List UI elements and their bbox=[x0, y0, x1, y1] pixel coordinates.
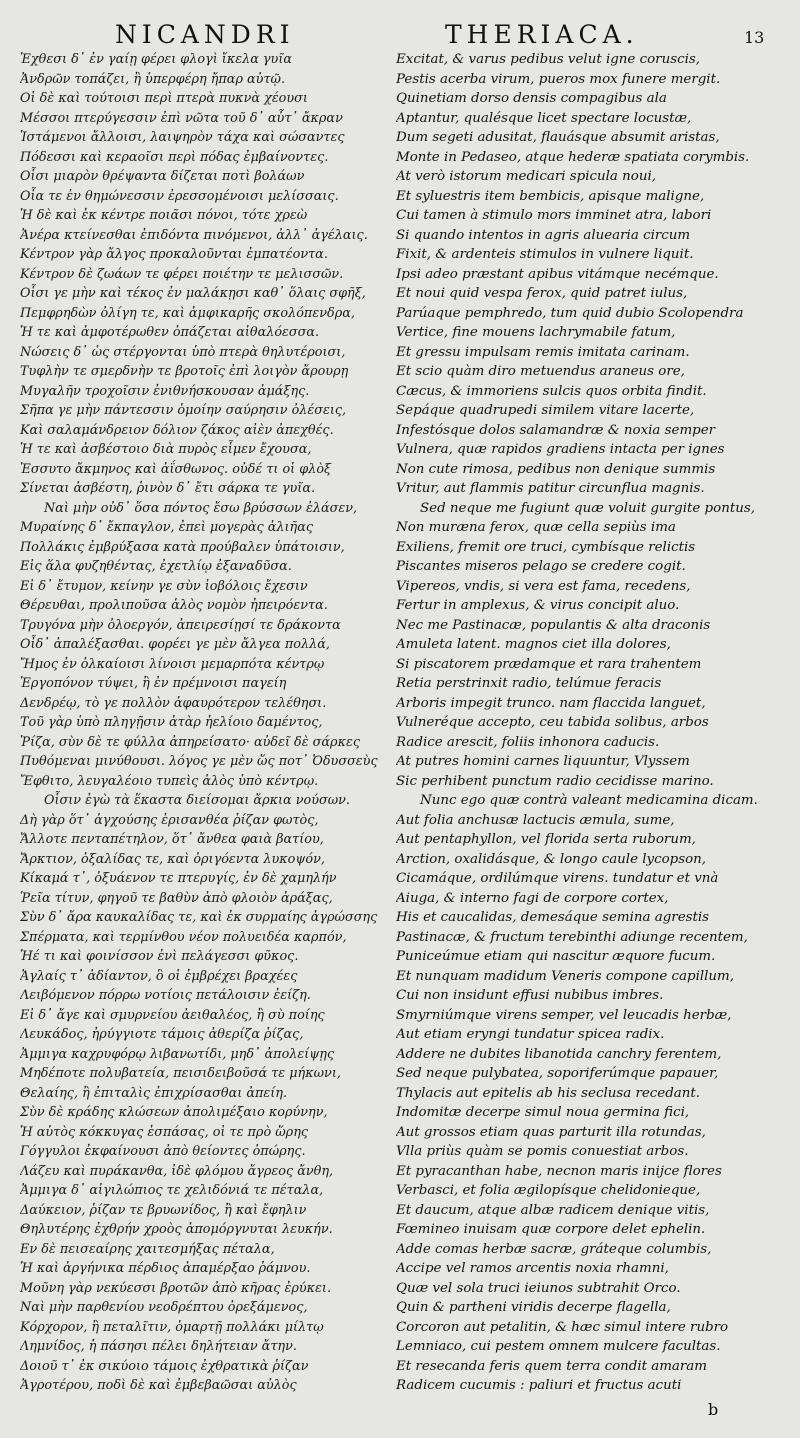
text-line: Οἷσιν ἐγὼ τὰ ἕκαστα διείσομαι ἄρκια νούσων. bbox=[44, 793, 350, 808]
text-line: Sic perhibent punctum radio cecidisse marino. bbox=[396, 773, 714, 789]
text-line: Non muræna ferox, quæ cella sepiùs ima bbox=[396, 520, 676, 535]
text-line: Ἀγροτέρου, ποδὶ δὲ καὶ ἐμβεβαῶσαι αὐλὸς bbox=[20, 1378, 297, 1393]
text-line: Aut pentaphyllon, vel florida serta ruborum, bbox=[396, 832, 696, 847]
text-line: Et nunquam madidum Veneris compone capillum, bbox=[396, 968, 735, 984]
text-line: Δὴ γὰρ ὅτ᾽ ἀγχούσης ἐρισανθέα ῥίζαν φωτὸς, bbox=[20, 812, 319, 828]
text-line: Ἠέ τι καὶ φοινίσσον ἐνὶ πελάγεσσι φῦκος. bbox=[20, 949, 299, 964]
text-line: Quæ vel sola truci ieiunos subtrahit Orco. bbox=[396, 1280, 681, 1296]
text-line: Et resecanda feris quem terra condit amaram bbox=[396, 1358, 707, 1374]
text-line: Nec me Pastinacæ, populantis & alta draconis bbox=[396, 617, 711, 633]
text-line: Radicem cucumis : paliuri et fructus acuti bbox=[396, 1378, 682, 1393]
text-line: Amuleta latent. magnos ciet illa dolores, bbox=[396, 637, 671, 652]
text-line: Τρυγόνα μὴν ὀλοεργόν, ἀπειρεσίῃσί τε δράκοντα bbox=[20, 617, 341, 633]
text-line: Radice arescit, foliis inhonora caducis. bbox=[396, 734, 660, 750]
text-line: Ῥίζα, σὺν δὲ τε φύλλα ἀπηρείσατο· αὐδεῖ δὲ σάρκες bbox=[20, 734, 360, 750]
text-line: Cui tamen à stimulo mors imminet atra, labori bbox=[396, 208, 712, 223]
text-line: Cicamáque, ordilúmque virens. tundatur et vnà bbox=[396, 871, 719, 886]
text-line: Οἶδ᾽ ἀπαλέξασθαι. φορέει γε μὲν ἄλγεα πολλά, bbox=[20, 637, 330, 652]
text-line: Sepáque quadrupedi similem vitare lacerte, bbox=[396, 403, 695, 418]
text-line: Quinetiam dorso densis compagibus ala bbox=[396, 91, 667, 106]
latin-translation-column bbox=[396, 50, 796, 1396]
text-line: Κέντρον γὰρ ἄλγος προκαλοῦνται ἐμπατέοντα. bbox=[20, 247, 328, 262]
text-line: Et noui quid vespa ferox, quid patret iulus, bbox=[396, 286, 688, 301]
text-line: Ἀγλαίς τ᾽ ἀδίαντον, ὃ οἱ ἐμβρέχει βραχέες bbox=[20, 968, 298, 984]
text-line: Μυραίνης δ᾽ ἔκπαγλον, ἐπεὶ μογερὰς ἁλιῆας bbox=[20, 520, 314, 535]
text-line: Νώσεις δ᾽ ὡς στέργονται ὑπὸ πτερὰ θηλυτέροισι, bbox=[20, 344, 346, 360]
text-line: Ῥεῖα τίτυν, φηγοῦ τε βαθὺν ἀπὸ φλοιὸν ἀράξας, bbox=[20, 890, 333, 906]
text-line: Γόγγυλοι ἐκφαίνουσι ἀπὸ θείοντες ὀπώρης. bbox=[20, 1144, 306, 1159]
text-line: Et pyracanthan habe, necnon maris inijce flores bbox=[396, 1163, 722, 1179]
text-line: Lemniaco, cui pestem omnem mulcere facultas. bbox=[396, 1339, 721, 1354]
text-line: Ἀμμιγα καχρυφόρῳ λιβανωτίδι, μηδ᾽ ἀπολείψῃς bbox=[20, 1046, 335, 1062]
text-line: Σίνεται ἀσβέστη, ῥινὸν δ᾽ ἔτι σάρκα τε γυῖα. bbox=[20, 481, 316, 496]
text-line: Excitat, & varus pedibus velut igne coruscis, bbox=[396, 52, 700, 67]
text-line: Ἡ αὐτὸς κόκκυγας ἐσπάσας, οἱ τε πρὸ ὥρης bbox=[20, 1124, 309, 1140]
text-line: Verbasci, et folia ægilopísque chelidonieque, bbox=[396, 1183, 701, 1198]
running-header bbox=[0, 14, 800, 54]
text-line: Οἷσι γε μὴν καὶ τέκος ἐν μαλάκῃσι καθ᾽ ὅλαις σφῆξ, bbox=[20, 286, 366, 301]
text-line: Non cute rimosa, pedibus non denique summis bbox=[396, 461, 716, 477]
text-line: Corcoron aut petalitin, & hæc simul intere rubro bbox=[396, 1319, 729, 1335]
text-line: Aut etiam eryngi tundatur spicea radix. bbox=[396, 1027, 665, 1042]
text-line: Εἰς ἅλα φυζηθέντας, ἐχετλίῳ ἐξαναδῦσα. bbox=[20, 559, 292, 574]
text-line: Δοιοῦ τ᾽ ἐκ σικύοιο τάμοις ἐχθρατικὰ ῥίζαν bbox=[20, 1358, 309, 1374]
text-line: Σὺν δ᾽ ἄρα καυκαλίδας τε, καὶ ἐκ συρμαίης ἀγρώσσης bbox=[20, 910, 378, 925]
text-line: Δενδρέῳ, τὸ γε πολλὸν ἀφαυρότερον τελέθησι. bbox=[20, 695, 327, 711]
text-line: Thylacis aut epitelis ab his seclusa recedant. bbox=[396, 1085, 701, 1101]
text-line: Λειβόμενον πόρρω νοτίοις πετάλοισιν ἐείζη. bbox=[20, 988, 311, 1003]
text-line: Ἀνέρα κτείνεσθαι ἐπιδόντα πινόμενοι, ἀλλ᾽ ἀγέλαις. bbox=[20, 227, 368, 243]
text-line: Sed neque pulybatea, soporiferúmque papauer, bbox=[396, 1066, 719, 1081]
text-line: Καὶ σαλαμάνδρειον δόλιον ζάκος αἰὲν ἀπεχθές. bbox=[20, 422, 334, 438]
text-line: Εἰ δ᾽ ἄγε καὶ σμυρνείου ἀειθαλέος, ἢ σὺ ποίης bbox=[20, 1007, 325, 1023]
text-line: Ναὶ μὴν οὐδ᾽ ὅσα πόντος ἔσω βρύσσων ἐλάσεν, bbox=[44, 500, 358, 516]
text-line: Ἐχθεσι δ᾽ ἐν γαίῃ φέρει φλογὶ ἴκελα γυῖα bbox=[20, 52, 292, 67]
text-line: Aptantur, qualésque licet spectare locustæ, bbox=[396, 110, 692, 126]
text-line: Aiuga, & interno fagi de corpore cortex, bbox=[396, 890, 669, 906]
text-line: Retia perstrinxit radio, telúmue feracis bbox=[396, 676, 662, 691]
text-line: Ipsi adeo præstant apibus vitámque necémque. bbox=[396, 266, 719, 282]
text-line: Πολλάκις ἐμβρύξασα κατὰ προύβαλεν ὑπάτοισιν, bbox=[20, 539, 345, 555]
text-line: Vlla priùs quàm se pomis conuestiat arbos. bbox=[396, 1144, 689, 1159]
text-line: Fertur in amplexus, & virus concipit aluo. bbox=[396, 598, 680, 613]
text-line: Πεμφρηδὼν ὀλίγη τε, καὶ ἀμφικαρῆς σκολόπενδρα, bbox=[20, 305, 355, 321]
text-line: Vipereos, vndis, si vera est fama, recedens, bbox=[396, 578, 691, 594]
text-line: Σῆπα γε μὴν πάντεσσιν ὁμοίην σαύρησιν ὀλέσεις, bbox=[20, 403, 347, 418]
text-line: Addere ne dubites libanotida canchry ferentem, bbox=[396, 1046, 722, 1062]
text-line: Infestósque dolos salamandræ & noxia semper bbox=[396, 422, 716, 438]
text-line: Si piscatorem prædamque et rara trahentem bbox=[396, 656, 702, 672]
text-line: Τοῦ γὰρ ὑπὸ πληγῇσιν ἀτὰρ ἠελίοιο δαμέντος, bbox=[20, 715, 323, 730]
text-line: Cui non insidunt effusi nubibus imbres. bbox=[396, 988, 664, 1003]
text-line: Vritur, aut flammis patitur circunflua magnis. bbox=[396, 481, 705, 496]
text-line: Δαύκειον, ῥίζαν τε βρυωνίδος, ἢ καὶ ἔφηλιν bbox=[20, 1202, 307, 1218]
text-line: At putres homini carnes liquuntur, Vlyssem bbox=[396, 754, 690, 769]
text-line: Sed neque me fugiunt quæ voluit gurgite pontus, bbox=[420, 500, 755, 516]
text-line: Ναὶ μὴν παρθενίου νεοδρέπτου ὀρεξάμενος, bbox=[20, 1300, 308, 1315]
text-line: Ἡ τε καὶ ἀσβέστοιο διὰ πυρὸς εἶμεν ἔχουσα, bbox=[20, 442, 312, 457]
text-line: Vulnera, quæ rapidos gradiens intacta per ignes bbox=[396, 442, 725, 457]
text-line: Puniceúmue etiam qui nascitur æquore fucum. bbox=[396, 949, 716, 964]
text-line: Εἰ δ᾽ ἔτυμον, κείνην γε σὺν ἰοβόλοις ἔχεσιν bbox=[20, 578, 308, 594]
text-line: Arboris impegit trunco. nam flaccida languet, bbox=[396, 695, 706, 711]
text-line: Πυθόμεναι μινύθουσι. λόγος γε μὲν ὥς ποτ᾽ Ὀδυσσεὺς bbox=[20, 754, 378, 769]
text-line: Εν δὲ πεισεαίρης χαιτεσμήξας πέταλα, bbox=[20, 1241, 275, 1257]
text-line: Λάζευ καὶ πυράκανθα, ἰδὲ φλόμου ἄγρεος ἄνθη, bbox=[20, 1163, 334, 1179]
text-line: Ἀμμιγα δ᾽ αἰγιλώπιος τε χελιδόνιά τε πέταλα, bbox=[20, 1183, 324, 1198]
text-line: Ἄρκτιον, ὀξαλίδας τε, καὶ ὀριγόεντα λυκοψόν, bbox=[20, 851, 325, 867]
text-line: Ἠ καὶ ἀργήνικα πέρδιος ἀπαμέρξαο ῥάμνου. bbox=[20, 1261, 311, 1276]
text-line: Accipe vel ramos arcentis noxia rhamni, bbox=[396, 1261, 669, 1276]
text-line: Et syluestris item bembicis, apisque maligne, bbox=[396, 188, 705, 204]
text-line: Exiliens, fremit ore truci, cymbísque relictis bbox=[396, 539, 696, 555]
page-number: 13 bbox=[744, 28, 765, 47]
text-line: Οἷσι μιαρὸν θρέψαντα δίζεται ποτὶ βολάων bbox=[20, 169, 305, 184]
text-line: Σπέρματα, καὶ τερμίνθου νέον πολυειδέα καρπόν, bbox=[20, 929, 347, 945]
text-line: Arction, oxalidásque, & longo caule lycopson, bbox=[396, 851, 707, 867]
text-line: Μηδέποτε πολυβατεία, πεισιδειβοῦσά τε μήκωνι, bbox=[20, 1066, 341, 1081]
text-line: Θέρευθαι, προλιποῦσα ἁλὸς νομὸν ἠπειρόεντα. bbox=[20, 598, 328, 613]
text-line: His et caucalidas, demesáque semina agrestis bbox=[396, 910, 710, 925]
text-line: Monte in Pedaseo, atque hederæ spatiata corymbis. bbox=[396, 149, 750, 165]
text-line: Si quando intentos in agris aluearia circum bbox=[396, 227, 691, 243]
text-line: Cæcus, & immoriens sulcis quos orbita findit. bbox=[396, 383, 707, 399]
text-line: Μέσσοι πτερύγεσσιν ἐπὶ νῶτα τοῦ δ᾽ αὖτ᾽ ἄκραν bbox=[20, 110, 343, 126]
greek-text-column bbox=[20, 50, 380, 1396]
text-line: Λευκάδος, ἠρύγγιοτε τάμοις ἀθερίζα ῥίζας, bbox=[20, 1027, 304, 1042]
text-line: At verò istorum medicari spicula noui, bbox=[396, 169, 656, 184]
text-line: Pestis acerba virum, pueros mox funere mergit. bbox=[396, 71, 721, 87]
text-line: Aut folia anchusæ lactucis æmula, sume, bbox=[396, 812, 675, 828]
text-line: Οἷα τε ἐν θημώνεσσιν ἐρεσσομένοισι μελίσσαις. bbox=[20, 188, 339, 204]
text-line: Parúaque pemphredo, tum quid dubio Scolopendra bbox=[396, 305, 744, 321]
text-line: Λημνίδος, ἡ πάσησι πέλει δηλήτειαν ἄτην. bbox=[20, 1339, 297, 1354]
text-line: Ἱστάμενοι ἄλλοισι, λαιψηρὸν τάχα καὶ σώσαντες bbox=[20, 130, 345, 145]
text-line: Et daucum, atque albæ radicem denique vitis, bbox=[396, 1202, 710, 1218]
text-line: Quin & partheni viridis decerpe flagella, bbox=[396, 1300, 671, 1315]
text-line: Nunc ego quæ contrà valeant medicamina dicam. bbox=[420, 793, 758, 808]
text-line: Ἔφθιτο, λευγαλέοιο τυπεὶς ἁλὸς ὑπὸ κέντρῳ. bbox=[20, 773, 319, 789]
text-line: Adde comas herbæ sacræ, gráteque columbis, bbox=[396, 1241, 712, 1257]
text-line: Dum segeti adusitat, flauásque absumit aristas, bbox=[396, 130, 720, 145]
text-line: Κόρχορον, ἢ πεταλῖτιν, ὁμαρτῇ πολλάκι μίλτῳ bbox=[20, 1319, 324, 1335]
text-line: Vulneréque accepto, ceu tabida solibus, arbos bbox=[396, 715, 709, 730]
text-line: Smyrniúmque virens semper, vel leucadis herbæ, bbox=[396, 1007, 732, 1023]
text-line: Κέντρον δὲ ζωάων τε φέρει ποιέτην τε μελισσῶν. bbox=[20, 266, 344, 282]
text-line: Οἱ δὲ καὶ τούτοισι περὶ πτερὰ πυκνὰ χέουσι bbox=[20, 91, 308, 106]
text-line: Ἀνδρῶν τοπάζει, ἢ ὑπερφέρη ἤπαρ αὐτῷ. bbox=[20, 71, 286, 87]
text-line: Θελαίης, ἢ ἐπιταλὶς ἐπιχρίσασθαι ἀπείη. bbox=[20, 1085, 288, 1101]
text-line: Μυγαλῆν τροχοῖσιν ἐνιθνήσκουσαν ἁμάξης. bbox=[20, 383, 310, 399]
text-line: Πόδεσσι καὶ κεραοῖσι περὶ πόδας ἐμβαίνοντες. bbox=[20, 149, 329, 165]
text-line: Τυφλὴν τε σμερδνὴν τε βροτοῖς ἐπὶ λοιγὸν ἄρουρῃ bbox=[20, 364, 349, 379]
text-line: Σὺν δὲ κράδης κλώσεων ἀπολιμέξαιο κορύνην, bbox=[20, 1105, 328, 1120]
text-line: Fœmineo inuisam quæ corpore delet ephelin. bbox=[396, 1222, 706, 1237]
right-running-title: THERIACA. bbox=[445, 20, 639, 49]
text-line: Fixit, & ardenteis stimulos in vulnere liquit. bbox=[396, 247, 694, 262]
text-line: Aut grossos etiam quas parturit illa rotundas, bbox=[396, 1124, 706, 1140]
text-line: Piscantes miseros pelago se credere cogit. bbox=[396, 559, 686, 574]
text-line: Ἤμος ἐν ὀλκαίοισι λίνοισι μεμαρπότα κέντρῳ bbox=[20, 656, 325, 672]
text-line: Ἐργοπόνον τύψει, ἢ ἐν πρέμνοισι παγείη bbox=[20, 676, 287, 691]
text-line: Κίκαμά τ᾽, ὀξυάενον τε πτερυγίς, ἐν δὲ χαμηλήν bbox=[20, 871, 337, 886]
text-line: Ἡ τε καὶ ἀμφοτέρωθεν ὀπάζεται αἰθαλόεσσα. bbox=[20, 325, 320, 340]
signature-mark: b bbox=[708, 1400, 719, 1419]
text-line: Pastinacæ, & fructum terebinthi adiunge recentem, bbox=[396, 929, 748, 945]
text-line: Indomitæ decerpe simul noua germina fici, bbox=[396, 1105, 690, 1120]
text-line: Vertice, fine mouens lachrymabile fatum, bbox=[396, 325, 676, 340]
text-line: Μοῦνη γὰρ νεκύεσσι βροτῶν ἀπὸ κῆρας ἐρύκει. bbox=[20, 1280, 332, 1296]
text-line: Et gressu impulsam remis imitata carinam. bbox=[396, 344, 690, 360]
text-line: Et scio quàm diro metuendus araneus ore, bbox=[396, 364, 685, 379]
text-line: Ἡ δὲ καὶ ἐκ κέντρε ποιᾶσι πόνοι, τότε χρεὼ bbox=[20, 208, 308, 223]
left-running-title: NICANDRI bbox=[115, 20, 295, 49]
text-line: Ἐσσυτο ἄκμηνος καὶ ἀΐσθωνος. οὐδέ τι οἱ φλὸξ bbox=[20, 461, 332, 477]
text-line: Ἄλλοτε πενταπέτηλον, ὅτ᾽ ἄνθεα φαιὰ βατίου, bbox=[20, 832, 324, 847]
text-line: Θηλυτέρης ἐχθρήν χροὸς ἀπομόργνυται λευκήν. bbox=[20, 1222, 333, 1237]
